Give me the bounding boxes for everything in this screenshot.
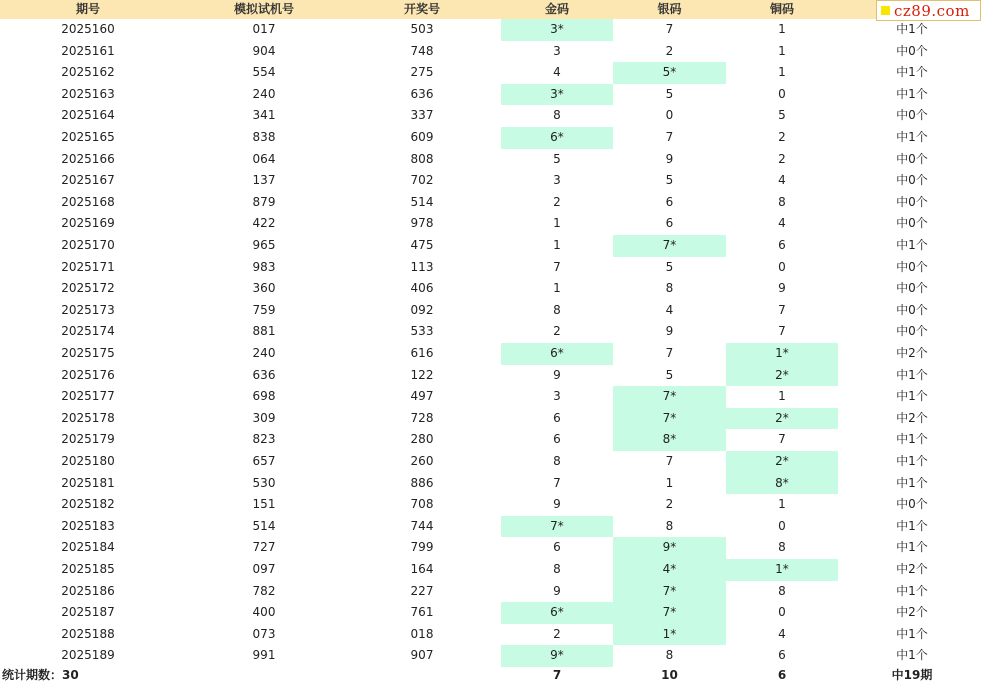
period-cell: 2025171 (61, 259, 115, 274)
header-period: 期号 (75, 2, 100, 16)
sim-number-cell: 073 (252, 626, 276, 641)
table-row (0, 300, 981, 322)
silver-cell: 5 (665, 86, 674, 101)
silver-cell: 7* (613, 386, 726, 408)
table-row (0, 19, 981, 41)
silver-cell: 7 (665, 346, 674, 360)
period-cell: 2025161 (61, 43, 115, 58)
result-cell: 中0个 (896, 324, 928, 339)
bronze-cell: 6 (778, 238, 786, 252)
gold-cell: 2 (553, 194, 561, 209)
bronze-cell: 0 (778, 259, 786, 274)
sim-number-cell: 137 (252, 173, 276, 188)
silver-cell: 8* (613, 429, 726, 451)
draw-number-cell: 636 (410, 86, 434, 101)
logo-square-icon (881, 6, 890, 15)
gold-cell: 3* (501, 84, 613, 106)
result-cell: 中0个 (896, 281, 928, 296)
sim-number-cell: 530 (252, 475, 276, 490)
sim-number-cell: 879 (252, 194, 276, 209)
period-cell: 2025173 (61, 302, 115, 317)
period-cell: 2025178 (61, 410, 115, 425)
gold-cell: 9 (553, 367, 561, 382)
period-cell: 2025170 (61, 238, 115, 252)
gold-cell: 4 (553, 65, 561, 80)
gold-cell: 8 (553, 108, 561, 123)
silver-cell: 6 (665, 194, 674, 209)
silver-cell: 2 (665, 43, 674, 58)
period-cell: 2025166 (61, 151, 115, 166)
table-row (0, 41, 981, 63)
draw-number-cell: 113 (410, 259, 434, 274)
period-cell: 2025165 (61, 130, 115, 144)
draw-number-cell: 406 (410, 281, 434, 296)
result-cell: 中1个 (896, 518, 928, 533)
draw-number-cell: 018 (410, 626, 434, 641)
silver-cell: 1 (665, 475, 674, 490)
result-cell: 中1个 (896, 130, 928, 144)
result-cell: 中0个 (896, 108, 928, 123)
result-cell: 中1个 (896, 432, 928, 447)
gold-cell: 9 (553, 583, 561, 598)
bronze-cell: 8 (778, 583, 786, 598)
result-cell: 中1个 (896, 86, 928, 101)
table-row (0, 278, 981, 300)
silver-cell: 8 (665, 648, 674, 663)
draw-number-cell: 164 (410, 562, 434, 576)
result-cell: 中2个 (896, 562, 928, 576)
gold-cell: 3 (553, 173, 561, 188)
sim-number-cell: 341 (252, 108, 276, 123)
bronze-cell: 7 (778, 432, 786, 447)
table-row (0, 386, 981, 408)
gold-cell: 1 (553, 216, 561, 231)
gold-cell: 8 (553, 302, 561, 317)
gold-cell: 7 (553, 259, 561, 274)
result-cell: 中0个 (896, 216, 928, 231)
bronze-cell: 6 (778, 648, 786, 663)
draw-number-cell: 702 (410, 173, 434, 188)
silver-cell: 9* (613, 537, 726, 559)
silver-cell: 9 (665, 151, 674, 166)
bronze-cell: 8 (778, 540, 786, 555)
table-row (0, 321, 981, 343)
draw-number-cell: 260 (410, 454, 434, 468)
silver-cell: 7* (613, 602, 726, 624)
sim-number-cell: 759 (252, 302, 276, 317)
table-row (0, 559, 981, 581)
period-cell: 2025172 (61, 281, 115, 296)
silver-cell: 1* (613, 624, 726, 646)
table-row (0, 451, 981, 473)
site-logo[interactable] (876, 0, 981, 21)
sim-number-cell: 309 (252, 410, 276, 425)
sim-number-cell: 400 (252, 605, 276, 620)
table-row (0, 257, 981, 279)
period-cell: 2025177 (61, 389, 115, 404)
period-cell: 2025164 (61, 108, 115, 123)
table-row (0, 602, 981, 624)
table-row (0, 105, 981, 127)
bronze-cell: 4 (778, 173, 786, 188)
draw-number-cell: 475 (410, 238, 434, 252)
table-row (0, 408, 981, 430)
footer-bronze-total: 6 (777, 668, 787, 682)
period-cell: 2025162 (61, 65, 115, 80)
gold-cell: 2 (553, 626, 561, 641)
period-cell: 2025175 (61, 346, 115, 360)
result-cell: 中1个 (896, 65, 928, 80)
result-cell: 中0个 (896, 43, 928, 58)
draw-number-cell: 761 (410, 605, 434, 620)
silver-cell: 7 (665, 130, 674, 144)
header-sim-number: 模拟试机号 (233, 2, 294, 16)
table-row (0, 213, 981, 235)
table-row (0, 170, 981, 192)
header-silver: 银码 (657, 2, 682, 16)
draw-number-cell: 092 (410, 302, 434, 317)
bronze-cell: 1 (778, 65, 786, 80)
draw-number-cell: 503 (410, 22, 434, 36)
sim-number-cell: 727 (252, 540, 276, 555)
draw-number-cell: 275 (410, 65, 434, 80)
silver-cell: 4* (613, 559, 726, 581)
table-row (0, 581, 981, 603)
bronze-cell: 4 (778, 216, 786, 231)
table-row (0, 516, 981, 538)
gold-cell: 6 (553, 432, 561, 447)
period-cell: 2025174 (61, 324, 115, 339)
header-draw-number: 开奖号 (403, 2, 440, 16)
result-cell: 中1个 (896, 583, 928, 598)
gold-cell: 2 (553, 324, 561, 339)
result-cell: 中2个 (896, 410, 928, 425)
table-row (0, 343, 981, 365)
silver-cell: 8 (665, 281, 674, 296)
gold-cell: 8 (553, 562, 561, 576)
gold-cell: 6* (501, 127, 613, 149)
bronze-cell: 0 (778, 605, 786, 620)
sim-number-cell: 554 (252, 65, 276, 80)
silver-cell: 7 (665, 22, 674, 36)
footer-count-label: 统计期数：30 (2, 668, 79, 682)
footer-silver-total: 10 (661, 668, 678, 682)
table-row (0, 365, 981, 387)
sim-number-cell: 698 (252, 389, 276, 404)
bronze-cell: 1 (778, 389, 786, 404)
footer-result-total: 中19期 (891, 668, 933, 682)
result-cell: 中2个 (896, 605, 928, 620)
result-cell: 中1个 (896, 22, 928, 36)
logo-text: cz89.com (894, 1, 970, 20)
silver-cell: 5 (665, 173, 674, 188)
period-cell: 2025186 (61, 583, 115, 598)
result-cell: 中2个 (896, 346, 928, 360)
sim-number-cell: 151 (252, 497, 276, 512)
sim-number-cell: 782 (252, 583, 276, 598)
draw-number-cell: 227 (410, 583, 434, 598)
result-cell: 中0个 (896, 151, 928, 166)
header-bronze: 铜码 (769, 2, 794, 16)
sim-number-cell: 514 (252, 518, 276, 533)
bronze-cell: 2* (726, 408, 838, 430)
sim-number-cell: 017 (252, 22, 276, 36)
bronze-cell: 8* (726, 473, 838, 495)
period-cell: 2025163 (61, 86, 115, 101)
sim-number-cell: 983 (252, 259, 276, 274)
table-row (0, 473, 981, 495)
bronze-cell: 4 (778, 626, 786, 641)
bronze-cell: 1 (778, 22, 786, 36)
sim-number-cell: 636 (252, 367, 276, 382)
draw-number-cell: 337 (410, 108, 434, 123)
sim-number-cell: 097 (252, 562, 276, 576)
result-cell: 中0个 (896, 259, 928, 274)
result-cell: 中1个 (896, 475, 928, 490)
result-cell: 中0个 (896, 302, 928, 317)
draw-number-cell: 907 (410, 648, 434, 663)
bronze-cell: 2 (778, 151, 786, 166)
table-header (0, 0, 981, 19)
draw-number-cell: 122 (410, 367, 434, 382)
gold-cell: 6* (501, 343, 613, 365)
gold-cell: 5 (553, 151, 561, 166)
period-cell: 2025183 (61, 518, 115, 533)
period-cell: 2025181 (61, 475, 115, 490)
header-gold: 金码 (544, 2, 569, 16)
result-cell: 中1个 (896, 626, 928, 641)
silver-cell: 8 (665, 518, 674, 533)
period-cell: 2025160 (61, 22, 115, 36)
gold-cell: 9* (501, 645, 613, 667)
draw-number-cell: 514 (410, 194, 434, 209)
silver-cell: 2 (665, 497, 674, 512)
bronze-cell: 1* (726, 559, 838, 581)
gold-cell: 1 (553, 281, 561, 296)
gold-cell: 3 (553, 43, 561, 58)
period-cell: 2025189 (61, 648, 115, 663)
bronze-cell: 1 (778, 497, 786, 512)
table-row (0, 429, 981, 451)
gold-cell: 1 (553, 238, 561, 252)
silver-cell: 5 (665, 367, 674, 382)
table-row (0, 537, 981, 559)
result-cell: 中0个 (896, 497, 928, 512)
bronze-cell: 1 (778, 43, 786, 58)
result-cell: 中1个 (896, 648, 928, 663)
period-cell: 2025180 (61, 454, 115, 468)
gold-cell: 6 (553, 540, 561, 555)
bronze-cell: 7 (778, 324, 786, 339)
silver-cell: 4 (665, 302, 674, 317)
table-row (0, 127, 981, 149)
period-cell: 2025168 (61, 194, 115, 209)
draw-number-cell: 808 (410, 151, 434, 166)
table-row (0, 624, 981, 646)
bronze-cell: 2 (778, 130, 786, 144)
silver-cell: 7* (613, 581, 726, 603)
silver-cell: 5 (665, 259, 674, 274)
sim-number-cell: 823 (252, 432, 276, 447)
sim-number-cell: 360 (252, 281, 276, 296)
sim-number-cell: 991 (252, 648, 276, 663)
gold-cell: 8 (553, 454, 561, 468)
draw-number-cell: 799 (410, 540, 434, 555)
silver-cell: 5* (613, 62, 726, 84)
sim-number-cell: 240 (252, 346, 276, 360)
period-cell: 2025187 (61, 605, 115, 620)
result-cell: 中1个 (896, 238, 928, 252)
result-cell: 中0个 (896, 194, 928, 209)
sim-number-cell: 965 (252, 238, 276, 252)
bronze-cell: 2* (726, 365, 838, 387)
silver-cell: 9 (665, 324, 674, 339)
gold-cell: 7* (501, 516, 613, 538)
draw-number-cell: 978 (410, 216, 434, 231)
draw-number-cell: 609 (410, 130, 434, 144)
period-cell: 2025184 (61, 540, 115, 555)
draw-number-cell: 616 (410, 346, 434, 360)
silver-cell: 6 (665, 216, 674, 231)
table-row (0, 149, 981, 171)
gold-cell: 7 (553, 475, 561, 490)
table-row (0, 62, 981, 84)
sim-number-cell: 881 (252, 324, 276, 339)
result-cell: 中1个 (896, 367, 928, 382)
draw-number-cell: 533 (410, 324, 434, 339)
gold-cell: 3* (501, 19, 613, 41)
draw-number-cell: 886 (410, 475, 434, 490)
bronze-cell: 5 (778, 108, 786, 123)
period-cell: 2025169 (61, 216, 115, 231)
gold-cell: 6 (553, 410, 561, 425)
sim-number-cell: 240 (252, 86, 276, 101)
silver-cell: 0 (665, 108, 674, 123)
draw-number-cell: 744 (410, 518, 434, 533)
sim-number-cell: 657 (252, 454, 276, 468)
footer-gold-total: 7 (552, 668, 562, 682)
result-cell: 中1个 (896, 540, 928, 555)
gold-cell: 9 (553, 497, 561, 512)
table-row (0, 235, 981, 257)
period-cell: 2025179 (61, 432, 115, 447)
period-cell: 2025182 (61, 497, 115, 512)
bronze-cell: 1* (726, 343, 838, 365)
bronze-cell: 9 (778, 281, 786, 296)
silver-cell: 7* (613, 235, 726, 257)
bronze-cell: 7 (778, 302, 786, 317)
sim-number-cell: 064 (252, 151, 276, 166)
result-cell: 中1个 (896, 454, 928, 468)
bronze-cell: 0 (778, 86, 786, 101)
result-cell: 中1个 (896, 389, 928, 404)
period-cell: 2025167 (61, 173, 115, 188)
table-row (0, 84, 981, 106)
table-row (0, 494, 981, 516)
gold-cell: 3 (553, 389, 561, 404)
draw-number-cell: 728 (410, 410, 434, 425)
silver-cell: 7 (665, 454, 674, 468)
silver-cell: 7* (613, 408, 726, 430)
table-row (0, 192, 981, 214)
sim-number-cell: 422 (252, 216, 276, 231)
sim-number-cell: 904 (252, 43, 276, 58)
table-row (0, 645, 981, 667)
draw-number-cell: 708 (410, 497, 434, 512)
bronze-cell: 8 (778, 194, 786, 209)
draw-number-cell: 497 (410, 389, 434, 404)
period-cell: 2025176 (61, 367, 115, 382)
draw-number-cell: 748 (410, 43, 434, 58)
gold-cell: 6* (501, 602, 613, 624)
result-cell: 中0个 (896, 173, 928, 188)
period-cell: 2025188 (61, 626, 115, 641)
bronze-cell: 0 (778, 518, 786, 533)
period-cell: 2025185 (61, 562, 115, 576)
draw-number-cell: 280 (410, 432, 434, 447)
table-footer (0, 667, 981, 684)
sim-number-cell: 838 (252, 130, 276, 144)
bronze-cell: 2* (726, 451, 838, 473)
